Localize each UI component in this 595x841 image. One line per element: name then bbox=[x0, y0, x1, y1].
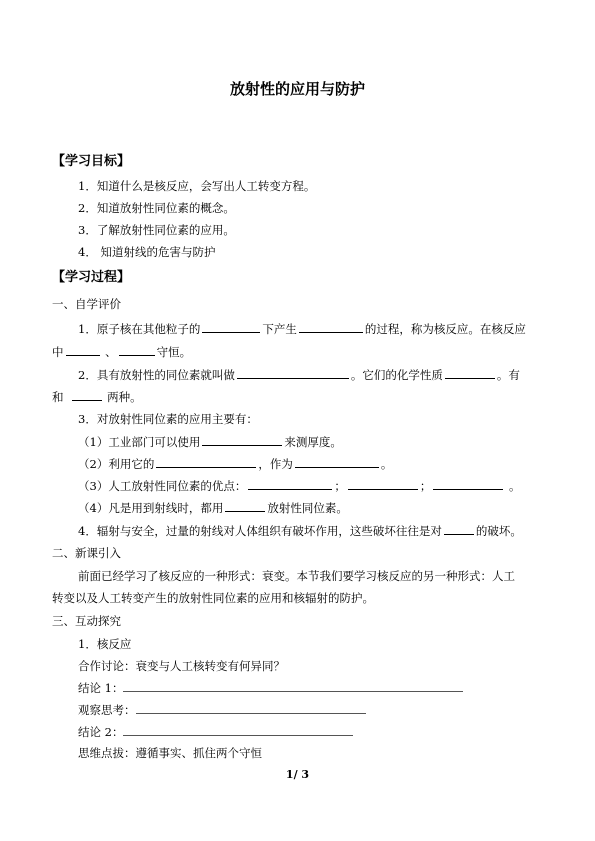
fill-blank[interactable] bbox=[348, 477, 418, 490]
question-3: 3．对放射性同位素的应用主要有： bbox=[78, 412, 258, 426]
fill-blank[interactable] bbox=[225, 499, 265, 512]
fill-blank[interactable] bbox=[445, 366, 495, 379]
question-2-line-1: 2．具有放射性的同位素就叫做 。它们的化学性质 。有 bbox=[78, 368, 520, 382]
conclusion-1-line: 结论 1： bbox=[78, 680, 463, 696]
fill-blank[interactable] bbox=[156, 455, 256, 468]
question-3-item-4: （4）凡是用到射线时，都用 放射性同位素。 bbox=[78, 501, 348, 515]
fill-blank[interactable] bbox=[202, 320, 260, 333]
question-3-item-1: （1）工业部门可以使用 来测厚度。 bbox=[78, 435, 342, 449]
process-heading: 【学习过程】 bbox=[52, 270, 131, 285]
goal-item: 1．知道什么是核反应，会写出人工转变方程。 bbox=[78, 179, 316, 193]
answer-line[interactable] bbox=[123, 724, 353, 736]
question-2-line-2: 和 两种。 bbox=[52, 390, 142, 404]
subsection-nuclear-reaction: 1．核反应 bbox=[78, 637, 132, 651]
section-new-lesson: 二、新课引入 bbox=[52, 546, 121, 560]
question-3-item-2: （2）利用它的 ，作为 。 bbox=[78, 457, 393, 471]
conclusion-2-line: 结论 2： bbox=[78, 724, 353, 740]
fill-blank[interactable] bbox=[433, 477, 503, 490]
page-number: 1/ 3 bbox=[285, 768, 310, 781]
fill-blank[interactable] bbox=[299, 320, 363, 333]
goals-heading: 【学习目标】 bbox=[52, 154, 131, 169]
fill-blank[interactable] bbox=[119, 343, 155, 356]
question-1-line-2: 中 、 守恒。 bbox=[52, 345, 192, 359]
intro-paragraph-line-2: 转变以及人工转变产生的放射性同位素的应用和核辐射的防护。 bbox=[52, 591, 374, 605]
fill-blank[interactable] bbox=[237, 366, 349, 379]
page-title: 放射性的应用与防护 bbox=[229, 80, 365, 98]
goal-item: 2．知道放射性同位素的概念。 bbox=[78, 201, 235, 215]
intro-paragraph-line-1: 前面已经学习了核反应的一种形式：衰变。本节我们要学习核反应的另一种形式：人工 bbox=[78, 569, 515, 583]
answer-line[interactable] bbox=[123, 680, 463, 692]
fill-blank[interactable] bbox=[444, 522, 474, 535]
discussion-prompt: 合作讨论：衰变与人工核转变有何异同？ bbox=[78, 659, 285, 673]
goal-item: 3．了解放射性同位素的应用。 bbox=[78, 223, 235, 237]
section-interactive: 三、互动探究 bbox=[52, 614, 121, 628]
thinking-tip: 思维点拔：遵循事实、抓住两个守恒 bbox=[78, 746, 262, 760]
fill-blank[interactable] bbox=[248, 477, 332, 490]
answer-line[interactable] bbox=[136, 702, 366, 714]
goal-item: 4． 知道射线的危害与防护 bbox=[78, 245, 216, 259]
fill-blank[interactable] bbox=[295, 455, 379, 468]
question-3-item-3: （3）人工放射性同位素的优点： ； ； 。 bbox=[78, 479, 521, 493]
question-1-line-1: 1．原子核在其他粒子的 下产生 的过程，称为核反应。在核反应 bbox=[78, 322, 526, 336]
observation-line: 观察思考： bbox=[78, 702, 366, 718]
fill-blank[interactable] bbox=[66, 343, 100, 356]
fill-blank[interactable] bbox=[202, 433, 282, 446]
fill-blank[interactable] bbox=[72, 388, 102, 401]
section-self-evaluation: 一、自学评价 bbox=[52, 297, 121, 311]
question-4: 4．辐射与安全，过量的射线对人体组织有破坏作用，这些破坏往往是对 的破坏。 bbox=[78, 524, 522, 538]
